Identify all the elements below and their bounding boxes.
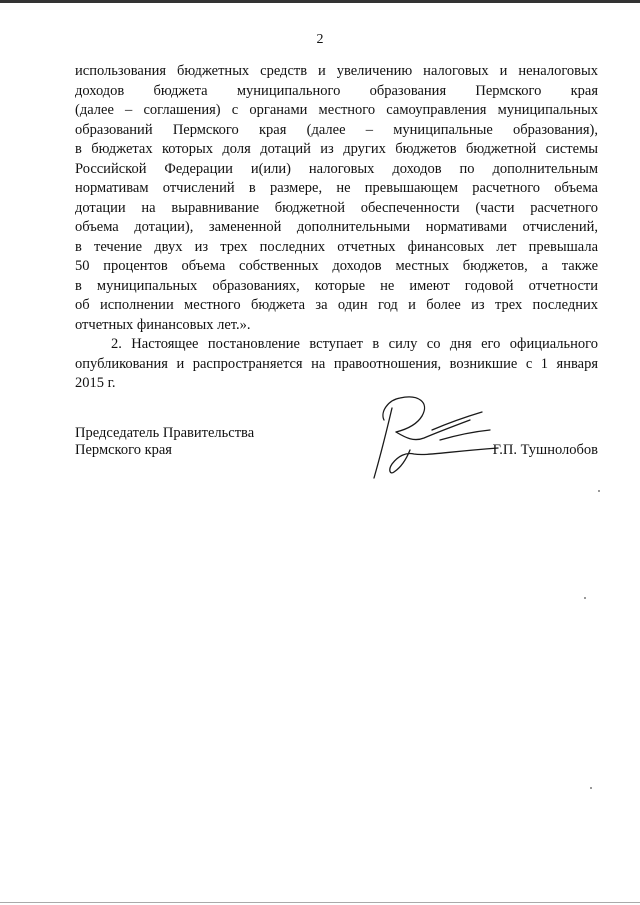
scan-speck (598, 490, 600, 492)
signer-title-line-1: Председатель Правительства (75, 425, 255, 441)
text-line: нормативам отчислений в размере, не превышающем расчетного объема (75, 180, 598, 196)
text-line: в бюджетах которых доля дотаций из других бюджетов бюджетной системы (75, 141, 598, 157)
document-body (75, 62, 598, 394)
scan-speck (590, 787, 592, 789)
text-line: использования бюджетных средств и увеличению налоговых и неналоговых (75, 63, 598, 79)
text-line: образований Пермского края (далее – муниципальные образования), (75, 121, 598, 138)
scan-speck (584, 597, 586, 599)
paragraph-2 (75, 335, 598, 394)
text-line: 2015 г. (75, 375, 116, 391)
paragraph-1 (75, 62, 598, 335)
handwritten-signature (370, 390, 500, 485)
text-line: 2. Настоящее постановление вступает в силу со дня его официального (111, 336, 598, 352)
text-line: в муниципальных образованиях, которые не имеют годовой отчетности (75, 277, 598, 294)
signer-name: Г.П. Тушнолобов (492, 442, 598, 458)
text-line: 50 процентов объема собственных доходов местных бюджетов, а также (75, 258, 598, 274)
text-line: доходов бюджета муниципального образования Пермского края (75, 82, 598, 99)
text-line: отчетных финансовых лет.». (75, 316, 251, 333)
text-line: дотации на выравнивание бюджетной обеспеченности (части расчетного (75, 199, 598, 216)
page-number: 2 (316, 32, 324, 47)
scan-bottom-border (0, 902, 640, 903)
text-line: опубликования и распространяется на правоотношения, возникшие с 1 января (75, 355, 598, 372)
signer-title (75, 425, 254, 459)
text-line: в течение двух из трех последних отчетных финансовых лет превышала (75, 238, 598, 255)
text-line: об исполнении местного бюджета за один год и более из трех последних (75, 297, 598, 313)
scan-top-border (0, 0, 640, 3)
text-line: объема дотации), замененной дополнительными нормативами отчислений, (75, 219, 598, 235)
text-line: Российской Федерации и(или) налоговых доходов по дополнительным (75, 160, 598, 177)
text-line: (далее – соглашения) с органами местного самоуправления муниципальных (75, 102, 598, 118)
signer-title-line-2: Пермского края (75, 442, 172, 458)
signature-block (75, 425, 598, 485)
